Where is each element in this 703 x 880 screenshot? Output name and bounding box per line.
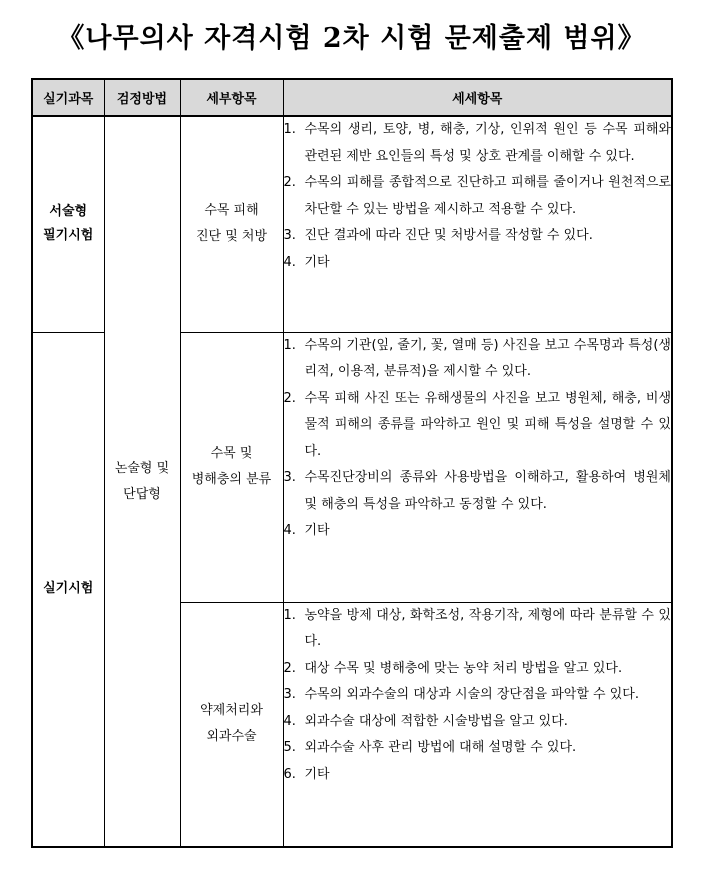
item-number: 1.: [283, 122, 296, 137]
list-item: [284, 250, 672, 277]
sub-item-label: 병해충의 분류: [191, 472, 272, 487]
sub-item-diagnosis: [180, 116, 283, 332]
item-text: 수목진단장비의 종류와 사용방법을 이해하고, 활용하여 병원체 및 해충의 특성을 파악하고 동정할 수 있다.: [304, 470, 671, 512]
item-text: 수목의 외과수술의 대상과 시술의 장단점을 파악할 수 있다.: [304, 687, 639, 702]
sub-item-label: 수목 및: [210, 446, 253, 461]
item-number: 5.: [283, 740, 296, 755]
item-text: 외과수술 사후 관리 방법에 대해 설명할 수 있다.: [304, 740, 577, 755]
item-number: 4.: [283, 254, 296, 270]
header-subject: 실기과목: [32, 79, 104, 116]
item-text: 수목의 기관(잎, 줄기, 꽃, 열매 등) 사진을 보고 수목명과 특성(생리적, 이용적, 분류적)을 제시할 수 있다.: [304, 337, 671, 379]
sub-item-label: 수목 피해: [204, 203, 259, 219]
list-item: [284, 518, 672, 545]
detail-list: [284, 333, 672, 545]
list-item: [284, 762, 672, 789]
sub-item-chemical-surgery: [180, 602, 283, 847]
detail-cell: [283, 332, 672, 602]
item-number: 2.: [283, 390, 296, 406]
subject-practical-exam: [32, 332, 104, 847]
list-item: [284, 386, 672, 466]
table-header-row: [32, 79, 672, 116]
item-number: 4.: [283, 523, 296, 538]
list-item: [284, 709, 672, 736]
detail-list: [284, 117, 672, 276]
subject-label: 서술형: [49, 204, 88, 220]
list-item: [284, 735, 672, 762]
subject-label: 실기시험: [43, 581, 94, 597]
item-number: 4.: [283, 713, 296, 729]
exam-method: [104, 116, 180, 847]
table-row: [32, 116, 672, 332]
item-text: 기타: [304, 766, 330, 782]
list-item: [284, 333, 672, 386]
sub-item-label: 외과수술: [206, 729, 257, 745]
item-number: 1.: [283, 337, 296, 353]
detail-cell: [283, 602, 672, 847]
exam-scope-table: [31, 78, 673, 848]
sub-item-classification: [180, 332, 283, 602]
item-number: 2.: [283, 175, 296, 190]
header-sub-item: 세부항목: [180, 79, 283, 116]
sub-item-label: 진단 및 처방: [195, 229, 268, 245]
item-text: 외과수술 대상에 적합한 시술방법을 알고 있다.: [304, 713, 568, 729]
detail-cell: [283, 116, 672, 332]
detail-list: [284, 603, 672, 789]
method-label: 논술형 및: [114, 460, 170, 476]
item-number: 3.: [283, 687, 296, 702]
item-number: 3.: [283, 228, 296, 243]
item-text: 기타: [304, 254, 330, 270]
item-text: 수목의 생리, 토양, 병, 해충, 기상, 인위적 원인 등 수목 피해와 관련된 제반 요인들의 특성 및 상호 관계를 이해할 수 있다.: [304, 122, 671, 164]
item-number: 3.: [283, 470, 296, 485]
list-item: [284, 170, 672, 223]
sub-item-label: 약제처리와: [200, 703, 263, 719]
item-text: 기타: [304, 523, 330, 538]
list-item: [284, 223, 672, 250]
subject-written-exam: [32, 116, 104, 332]
list-item: [284, 656, 672, 683]
item-text: 수목의 피해를 종합적으로 진단하고 피해를 줄이거나 원천적으로 차단할 수 있는 방법을 제시하고 적용할 수 있다.: [304, 175, 671, 217]
item-text: 농약을 방제 대상, 화학조성, 작용기작, 제형에 따라 분류할 수 있다.: [304, 607, 671, 649]
list-item: [284, 117, 672, 170]
header-method: 검정방법: [104, 79, 180, 116]
item-text: 진단 결과에 따라 진단 및 처방서를 작성할 수 있다.: [304, 228, 593, 243]
header-detail-item: 세세항목: [283, 79, 672, 116]
item-text: 대상 수목 및 병해충에 맞는 농약 처리 방법을 알고 있다.: [304, 660, 623, 676]
list-item: [284, 465, 672, 518]
item-number: 1.: [283, 607, 296, 623]
item-number: 6.: [283, 766, 296, 782]
item-text: 수목 피해 사진 또는 유해생물의 사진을 보고 병원체, 해충, 비생물적 피해의 종류를 파악하고 원인 및 피해 특성을 설명할 수 있다.: [304, 390, 671, 459]
item-number: 2.: [283, 660, 296, 676]
list-item: [284, 682, 672, 709]
subject-label: 필기시험: [43, 228, 94, 244]
list-item: [284, 603, 672, 656]
method-label: 단답형: [123, 486, 161, 502]
page-title: 《나무의사 자격시험 2차 시험 문제출제 범위》: [57, 23, 646, 54]
